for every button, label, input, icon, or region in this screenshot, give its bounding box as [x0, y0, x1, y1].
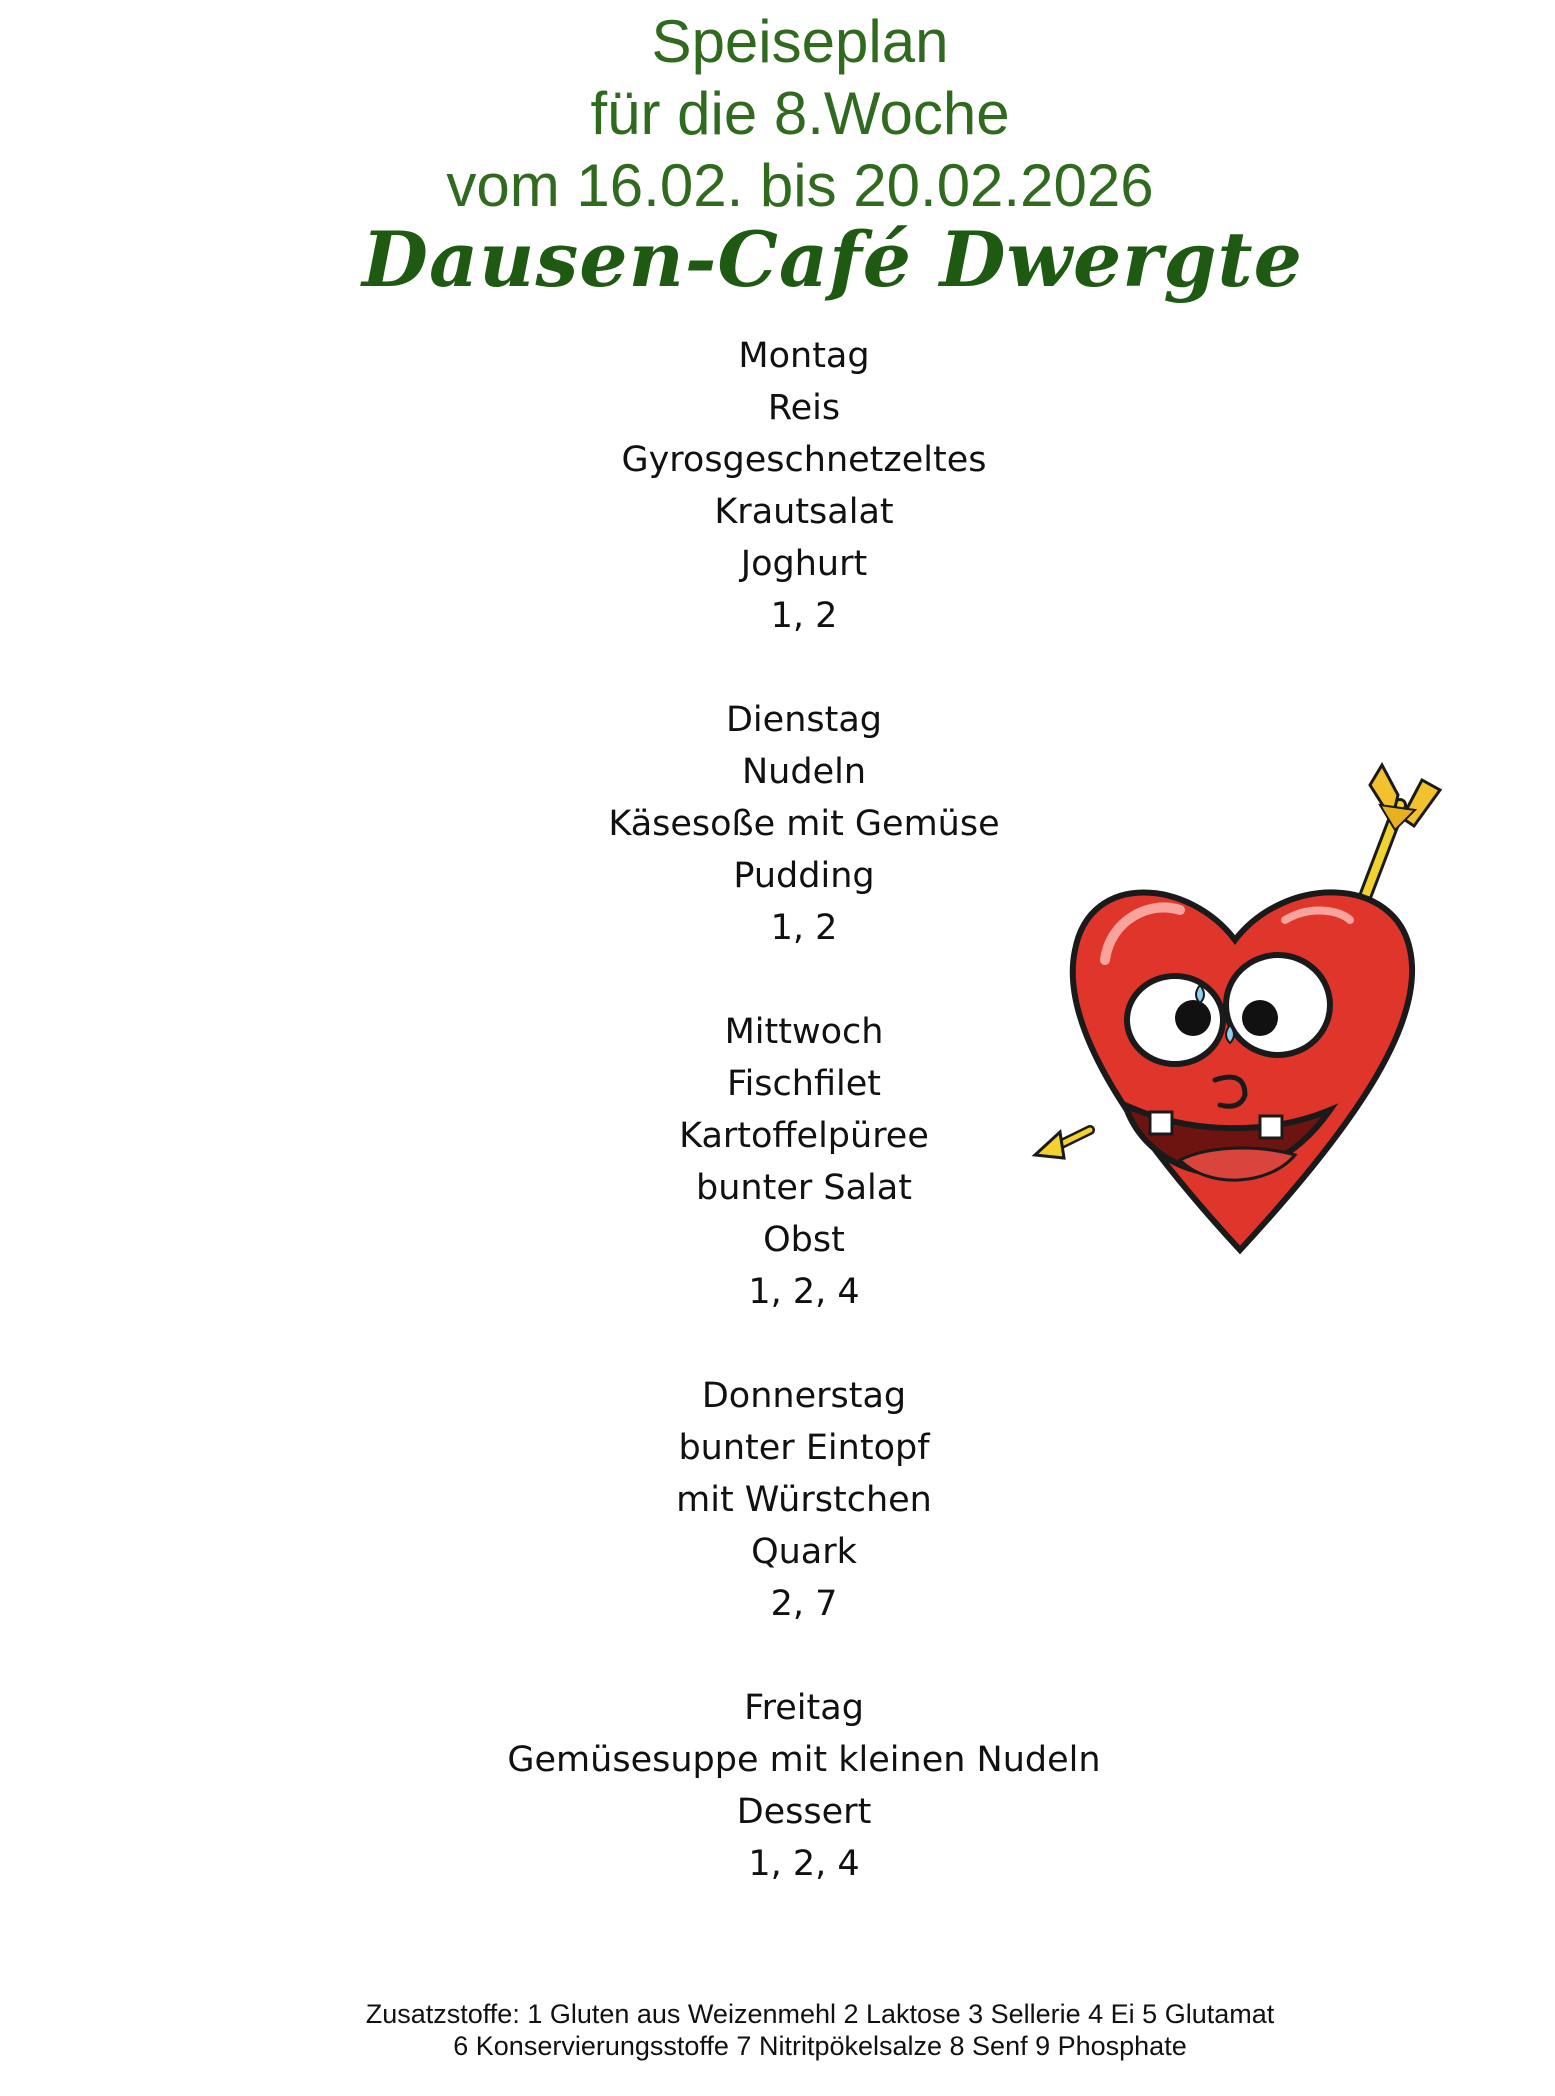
menu-item: Reis — [767, 388, 841, 428]
additives-codes: 2, 7 — [770, 1584, 838, 1624]
menu-item: Obst — [763, 1220, 845, 1260]
menu-item: Nudeln — [741, 752, 867, 792]
day-name: Donnerstag — [701, 1376, 907, 1416]
menu-item: Joghurt — [740, 544, 868, 584]
title-line: Speiseplan — [651, 8, 949, 75]
menu-item: mit Würstchen — [676, 1480, 932, 1520]
day-name: Freitag — [744, 1688, 864, 1728]
additives-codes: 1, 2 — [770, 908, 838, 948]
additives-codes: 1, 2, 4 — [748, 1844, 860, 1884]
day-block-friday — [0, 1682, 1555, 1890]
menu-item: Quark — [751, 1532, 857, 1572]
day-name: Montag — [738, 336, 870, 376]
menu-item: Fischfilet — [727, 1064, 881, 1104]
footer-additives-legend — [0, 1998, 1555, 2062]
additives-legend-line: 6 Konservierungsstoffe 7 Nitritpökelsalze 8 Senf 9 Phosphate — [453, 2031, 1187, 2061]
menu-item: Käsesoße mit Gemüse — [608, 804, 1000, 844]
menu-item: Pudding — [733, 856, 875, 896]
menu-item: Kartoffelpüree — [679, 1116, 929, 1156]
additives-legend-line: Zusatzstoffe: 1 Gluten aus Weizenmehl 2 Laktose 3 Sellerie 4 Ei 5 Glutamat — [365, 1999, 1275, 2029]
menu-item: Krautsalat — [714, 492, 894, 532]
cafe-name: Dausen-Café Dwergte — [362, 215, 1303, 304]
header — [0, 6, 1555, 222]
menu-item: bunter Eintopf — [678, 1428, 930, 1468]
day-block-monday — [0, 330, 1555, 642]
menu-item: Gemüsesuppe mit kleinen Nudeln — [507, 1740, 1101, 1780]
additives-codes: 1, 2, 4 — [748, 1272, 860, 1312]
date-range-line: vom 16.02. bis 20.02.2026 — [446, 152, 1154, 219]
menu-item: bunter Salat — [696, 1168, 912, 1208]
heart-with-arrow-icon — [1030, 760, 1450, 1280]
day-block-thursday — [0, 1370, 1555, 1630]
day-name: Dienstag — [725, 700, 882, 740]
menu-item: Dessert — [736, 1792, 872, 1832]
week-line: für die 8.Woche — [590, 80, 1010, 147]
day-name: Mittwoch — [724, 1012, 884, 1052]
additives-codes: 1, 2 — [770, 596, 838, 636]
menu-item: Gyrosgeschnetzeltes — [621, 440, 987, 480]
